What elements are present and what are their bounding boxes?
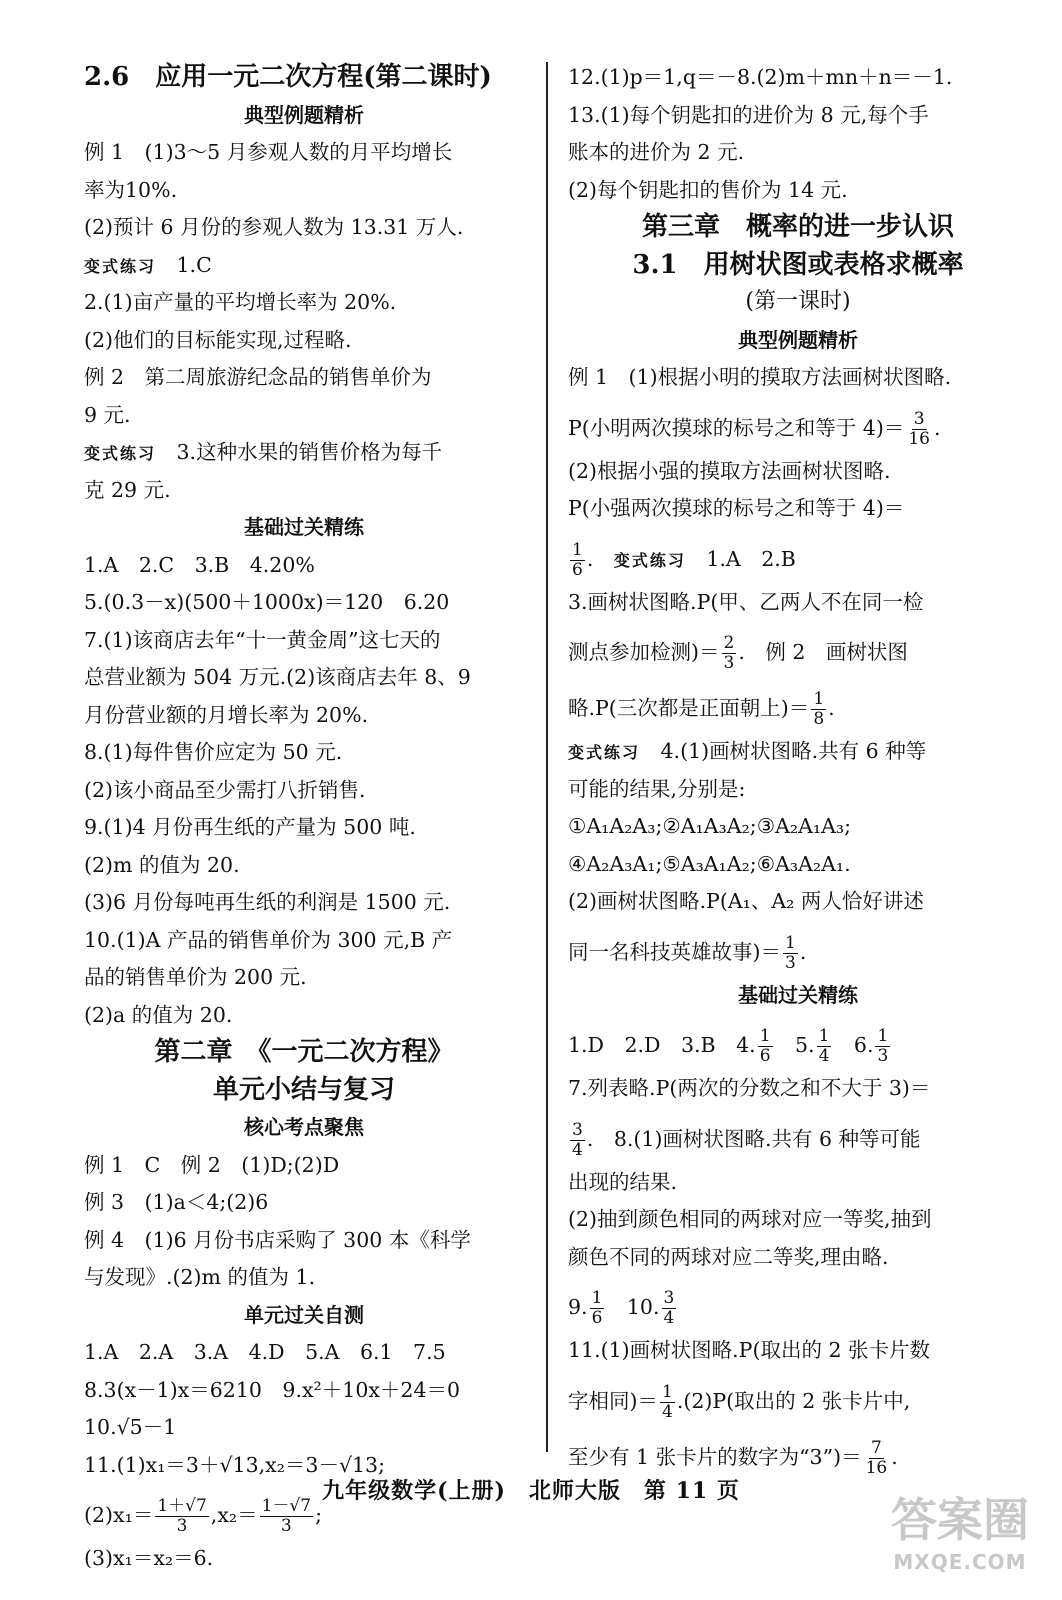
answer-line: 例 4 (1)6 月份书店采购了 300 本《科学	[84, 1227, 471, 1252]
variant-tag: 变式练习	[84, 444, 157, 463]
left-column	[84, 62, 524, 1581]
answer-line: 11.(1)画树状图略.P(取出的 2 张卡片数	[568, 1338, 931, 1362]
answer-line: 可能的结果,分别是:	[568, 776, 746, 801]
fraction: $\frac{1-√7}{3}$	[261, 1496, 312, 1536]
fraction: $\frac{1}{6}$	[759, 1026, 771, 1066]
answer-line: (3)x₁＝x₂＝6.	[84, 1546, 214, 1570]
chapter-2-subtitle: 单元小结与复习	[212, 1074, 395, 1105]
heading-basic: 基础过关精练	[738, 982, 858, 1007]
answer-line: $\frac{3}{4}$ . 8.(1)画树状图略.共有 6 种等可能	[572, 1119, 921, 1160]
answer-line: 10.(1)A 产品的销售单价为 300 元,B 产	[84, 927, 453, 952]
answer-line: (2)预计 6 月份的参观人数为 13.31 万人.	[84, 215, 464, 239]
answer-line: 率为10%.	[84, 177, 178, 202]
answer-line: $\frac{1}{6}$ . 变式练习 1.A 2.B	[572, 539, 796, 580]
answer-line: 克 29 元.	[84, 477, 171, 502]
answer-line: 1.A 2.A 3.A 4.D 5.A 6.1 7.5	[84, 1340, 446, 1364]
answer-line: (2)他们的目标能实现,过程略.	[84, 327, 352, 352]
answer-line: 同一名科技英雄故事)＝ $\frac{1}{3}$ .	[568, 932, 807, 973]
answer-line: 字相同)＝ $\frac{1}{4}$ .(2)P(取出的 2 张卡片中,	[568, 1381, 911, 1422]
fraction: $\frac{1}{6}$	[572, 539, 583, 580]
answer-line: 12.(1)p＝1,q＝－8.(2)m＋mn＋n＝－1.	[568, 65, 953, 89]
page-footer: 九年级数学(上册) 北师大版 第 11 页	[322, 1478, 740, 1504]
answer-line: 1.D 2.D 3.B 4. $\frac{1}{6}$ 5. $\frac{1}{4}$ 6. $\frac{1}{3}$	[568, 1026, 889, 1066]
column-divider	[546, 62, 548, 1452]
fraction: $\frac{1+√7}{3}$	[157, 1496, 207, 1536]
heading-basic: 基础过关精练	[244, 515, 364, 539]
answer-line: 11.(1)x₁＝3＋√13,x₂＝3－√13;	[84, 1452, 386, 1477]
answer-line: 例 1 (1)3～5 月参观人数的月平均增长	[84, 140, 453, 164]
answer-line: 2.(1)亩产量的平均增长率为 20%.	[84, 290, 397, 314]
answer-line: 月份营业额的月增长率为 20%.	[84, 702, 369, 727]
answer-line: (2)该小商品至少需打八折销售.	[84, 777, 366, 802]
answer-line: (2)根据小强的摸取方法画树状图略.	[568, 458, 891, 483]
answer-line: 3.画树状图略.P(甲、乙两人不在同一检	[568, 589, 924, 614]
answer-line: 略.P(三次都是正面朝上)＝ $\frac{1}{8}$ .	[568, 689, 835, 729]
fraction: $\frac{3}{4}$	[663, 1288, 675, 1328]
answer-line: 13.(1)每个钥匙扣的进价为 8 元,每个手	[568, 102, 929, 127]
answer-line: (2)m 的值为 20.	[84, 852, 240, 877]
watermark-text: 答案圈	[891, 1493, 1029, 1547]
heading-core: 核心考点聚焦	[244, 1115, 364, 1139]
answer-line: 例 1 (1)根据小明的摸取方法画树状图略.	[568, 365, 952, 389]
heading-examples: 典型例题精析	[738, 327, 858, 352]
fraction: $\frac{3}{16}$	[908, 408, 930, 449]
heading-unit-test: 单元过关自测	[244, 1302, 364, 1327]
answer-line: 例 2 第二周旅游纪念品的销售单价为	[84, 365, 432, 389]
fraction: $\frac{1}{8}$	[813, 689, 825, 729]
answer-line: 出现的结果.	[568, 1169, 678, 1194]
answer-line: 与发现》.(2)m 的值为 1.	[84, 1265, 316, 1289]
right-column	[568, 62, 1028, 1485]
answer-line: (2)a 的值为 20.	[84, 1002, 233, 1027]
answer-line: 7.(1)该商店去年“十一黄金周”这七天的	[84, 627, 441, 652]
answer-line: 品的销售单价为 200 元.	[84, 965, 307, 989]
watermark-url: MXQE.COM	[893, 1550, 1027, 1574]
answer-line: 例 3 (1)a＜4;(2)6	[84, 1190, 269, 1214]
answer-line: (2)每个钥匙扣的售价为 14 元.	[568, 177, 848, 202]
answer-line: 1.A 2.C 3.B 4.20%	[84, 552, 315, 577]
heading-examples: 典型例题精析	[244, 102, 364, 127]
answer-line: 账本的进价为 2 元.	[568, 140, 745, 164]
answer-line: (2)画树状图略.P(A₁、A₂ 两人恰好讲述	[568, 889, 924, 913]
answer-line: 变式练习 1.C	[84, 252, 212, 277]
chapter-2-title: 第二章 《一元二次方程》	[154, 1037, 454, 1067]
answer-line: ①A₁A₂A₃;②A₁A₃A₂;③A₂A₁A₃;	[568, 814, 852, 838]
answer-line: (2)抽到颜色相同的两球对应一等奖,抽到	[568, 1207, 932, 1231]
answer-line: 8.(1)每件售价应定为 50 元.	[84, 740, 343, 764]
lesson-label: (第一课时)	[745, 289, 851, 314]
answer-line: 9.(1)4 月份再生纸的产量为 500 吨.	[84, 815, 416, 839]
answer-line: P(小明两次摸球的标号之和等于 4)＝ $\frac{3}{16}$ .	[568, 408, 941, 449]
answer-line: 变式练习 3.这种水果的销售价格为每千	[84, 440, 443, 464]
variant-tag: 变式练习	[84, 256, 157, 276]
answer-line: 总营业额为 504 万元.(2)该商店去年 8、9	[84, 665, 471, 689]
answer-line: 变式练习 4.(1)画树状图略.共有 6 种等	[568, 739, 927, 763]
answer-line: P(小强两次摸球的标号之和等于 4)＝	[568, 496, 905, 520]
fraction: $\frac{3}{4}$	[572, 1119, 583, 1160]
answer-line: 7.列表略.P(两次的分数之和不大于 3)＝	[568, 1076, 931, 1100]
answer-line: 测点参加检测)＝ $\frac{2}{3}$ . 例 2 画树状图	[568, 633, 908, 673]
chapter-3-title: 第三章 概率的进一步认识	[641, 212, 954, 242]
answer-line: ④A₂A₃A₁;⑤A₃A₁A₂;⑥A₃A₂A₁.	[568, 851, 851, 876]
answer-line: 9 元.	[84, 402, 131, 427]
answer-line: 颜色不同的两球对应二等奖,理由略.	[568, 1244, 889, 1269]
fraction: $\frac{1}{6}$	[591, 1288, 603, 1328]
answer-line: (2)x₁＝ $\frac{1+√7}{3}$ ,x₂＝ $\frac{1-√7}{3}$ ;	[84, 1496, 322, 1536]
answer-line: 5.(0.3－x)(500＋1000x)＝120 6.20	[84, 590, 450, 614]
watermark-logo	[870, 1490, 1050, 1590]
fraction: $\frac{7}{16}$	[865, 1437, 888, 1478]
fraction: $\frac{1}{4}$	[818, 1026, 830, 1066]
fraction: $\frac{2}{3}$	[723, 633, 735, 673]
answer-line: 例 1 C 例 2 (1)D;(2)D	[84, 1152, 340, 1177]
variant-tag: 变式练习	[613, 550, 686, 570]
fraction: $\frac{1}{3}$	[785, 932, 796, 973]
fraction: $\frac{1}{4}$	[662, 1381, 673, 1422]
answer-line: 8.3(x－1)x＝6210 9.x²＋10x＋24＝0	[84, 1377, 461, 1402]
answer-line: (3)6 月份每吨再生纸的利润是 1500 元.	[84, 890, 451, 914]
answer-line: 至少有 1 张卡片的数字为“3”)＝ $\frac{7}{16}$ .	[568, 1437, 898, 1478]
answer-line: 9. $\frac{1}{6}$ 10. $\frac{3}{4}$	[568, 1288, 675, 1328]
fraction: $\frac{1}{3}$	[877, 1026, 889, 1066]
section-title-3-1: 3.1 用树状图或表格求概率	[632, 249, 964, 280]
section-title-2-6: 2.6 应用一元二次方程(第二课时)	[84, 62, 492, 92]
answer-line: 10.√5－1	[84, 1415, 177, 1439]
variant-tag: 变式练习	[568, 743, 641, 762]
